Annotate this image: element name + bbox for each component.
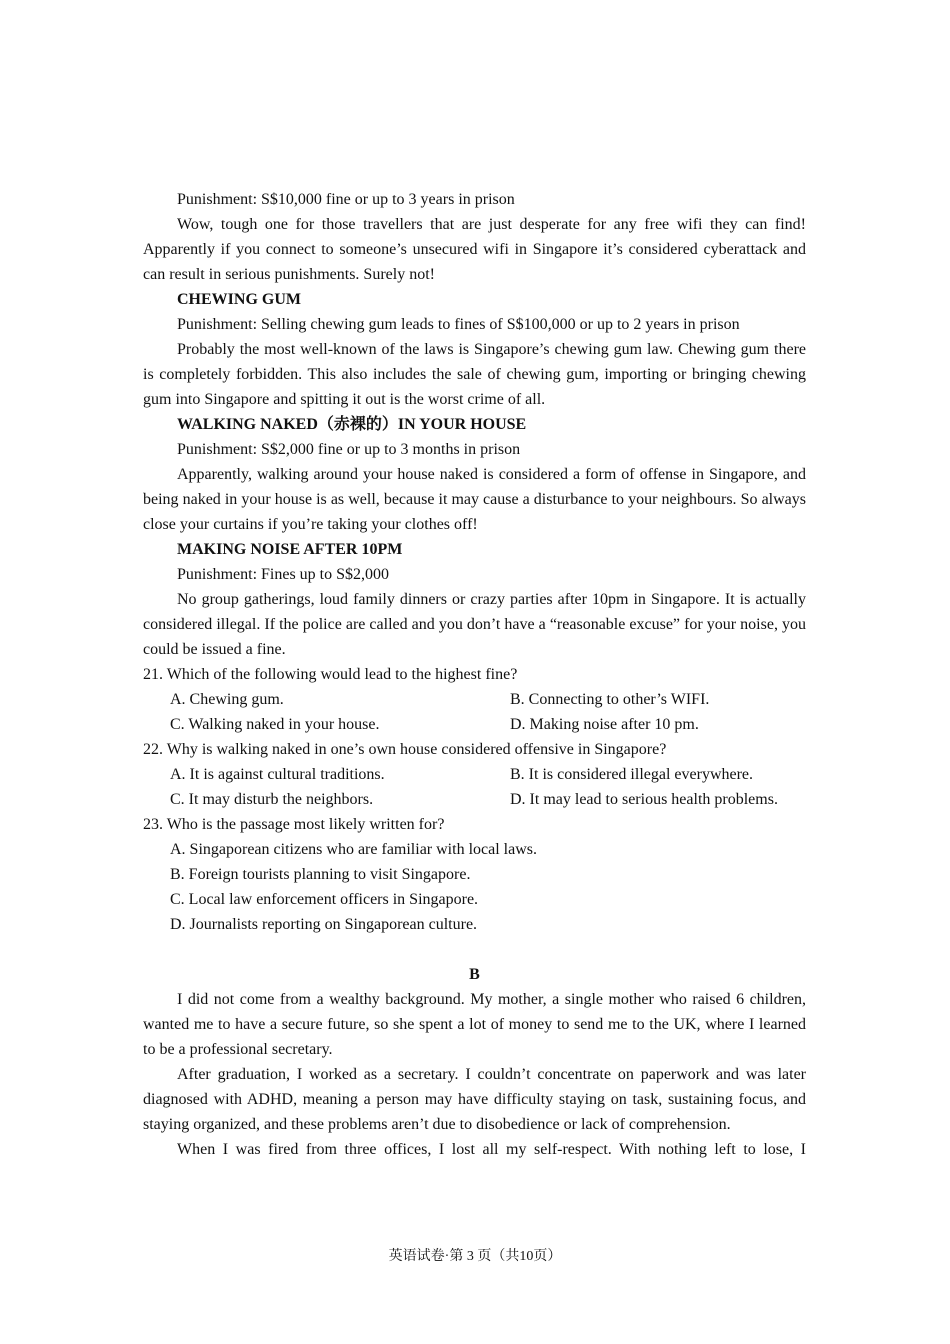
question-22 [143,737,806,812]
wifi-punishment: Punishment: S$10,000 fine or up to 3 years in prison [177,191,515,208]
option-a: A. It is against cultural traditions. [170,766,385,783]
option-a: A. Chewing gum. [170,691,284,708]
page-content [143,187,806,1162]
naked-heading: WALKING NAKED（赤裸的）IN YOUR HOUSE [177,416,527,433]
option-b: B. Connecting to other’s WIFI. [510,691,710,708]
option-b: B. It is considered illegal everywhere. [510,766,754,783]
gum-heading: CHEWING GUM [177,291,301,308]
question-stem: 21. Which of the following would lead to the highest fine? [143,666,518,683]
question-stem: 22. Why is walking naked in one’s own house considered offensive in Singapore? [143,741,667,758]
section-b-title: B [469,966,480,983]
option-c: C. Walking naked in your house. [170,716,380,733]
option-d: D. Making noise after 10 pm. [510,716,699,733]
question-stem: 23. Who is the passage most likely written for? [143,816,445,833]
gum-text: Probably the most well-known of the laws is Singapore’s chewing gum law. Chewing gum there is completely forbidden. This also includes the sale of chewing gum, importing or bringing chewing gum into Singapore and spitting it out is the worst crime of all. [143,341,806,408]
option-c: C. It may disturb the neighbors. [170,791,374,808]
section-b-paragraph: I did not come from a wealthy background. My mother, a single mother who raised 6 children, wanted me to have a secure future, so she spent a lot of money to send me to the UK, where I learned to be a professional secretary. [143,991,806,1058]
question-23 [143,812,806,937]
option-a: A. Singaporean citizens who are familiar with local laws. [170,841,537,858]
option-d: D. It may lead to serious health problems. [510,791,778,808]
option-d: D. Journalists reporting on Singaporean culture. [170,916,478,933]
section-b-paragraph: When I was fired from three offices, I lost all my self-respect. With nothing left to lose, I [177,1141,806,1158]
noise-heading: MAKING NOISE AFTER 10PM [177,541,403,558]
gum-punishment: Punishment: Selling chewing gum leads to fines of S$100,000 or up to 2 years in prison [177,316,740,333]
wifi-text: Wow, tough one for those travellers that are just desperate for any free wifi they can find! Apparently if you connect to someone’s unsecured wifi in Singapore it’s considered cyberattack and can result in serious punishments. Surely not! [143,216,806,283]
naked-text: Apparently, walking around your house naked is considered a form of offense in Singapore, and being naked in your house is as well, because it may cause a disturbance to your neighbours. So always close your curtains if you’re taking your clothes off! [143,466,806,533]
noise-text: No group gatherings, loud family dinners or crazy parties after 10pm in Singapore. It is actually considered illegal. If the police are called and you don’t have a “reasonable excuse” for your noise, you could be issued a fine. [143,591,806,658]
page-footer: 英语试卷·第 3 页（共10页） [388,1249,562,1264]
naked-punishment: Punishment: S$2,000 fine or up to 3 months in prison [177,441,521,458]
option-b: B. Foreign tourists planning to visit Singapore. [170,866,471,883]
option-c: C. Local law enforcement officers in Singapore. [170,891,479,908]
noise-punishment: Punishment: Fines up to S$2,000 [177,566,390,583]
question-21 [143,662,806,737]
section-b-paragraph: After graduation, I worked as a secretary. I couldn’t concentrate on paperwork and was later diagnosed with ADHD, meaning a person may have difficulty staying on task, sustaining focus, and staying organized, and these problems aren’t due to disobedience or lack of comprehension. [143,1066,806,1133]
